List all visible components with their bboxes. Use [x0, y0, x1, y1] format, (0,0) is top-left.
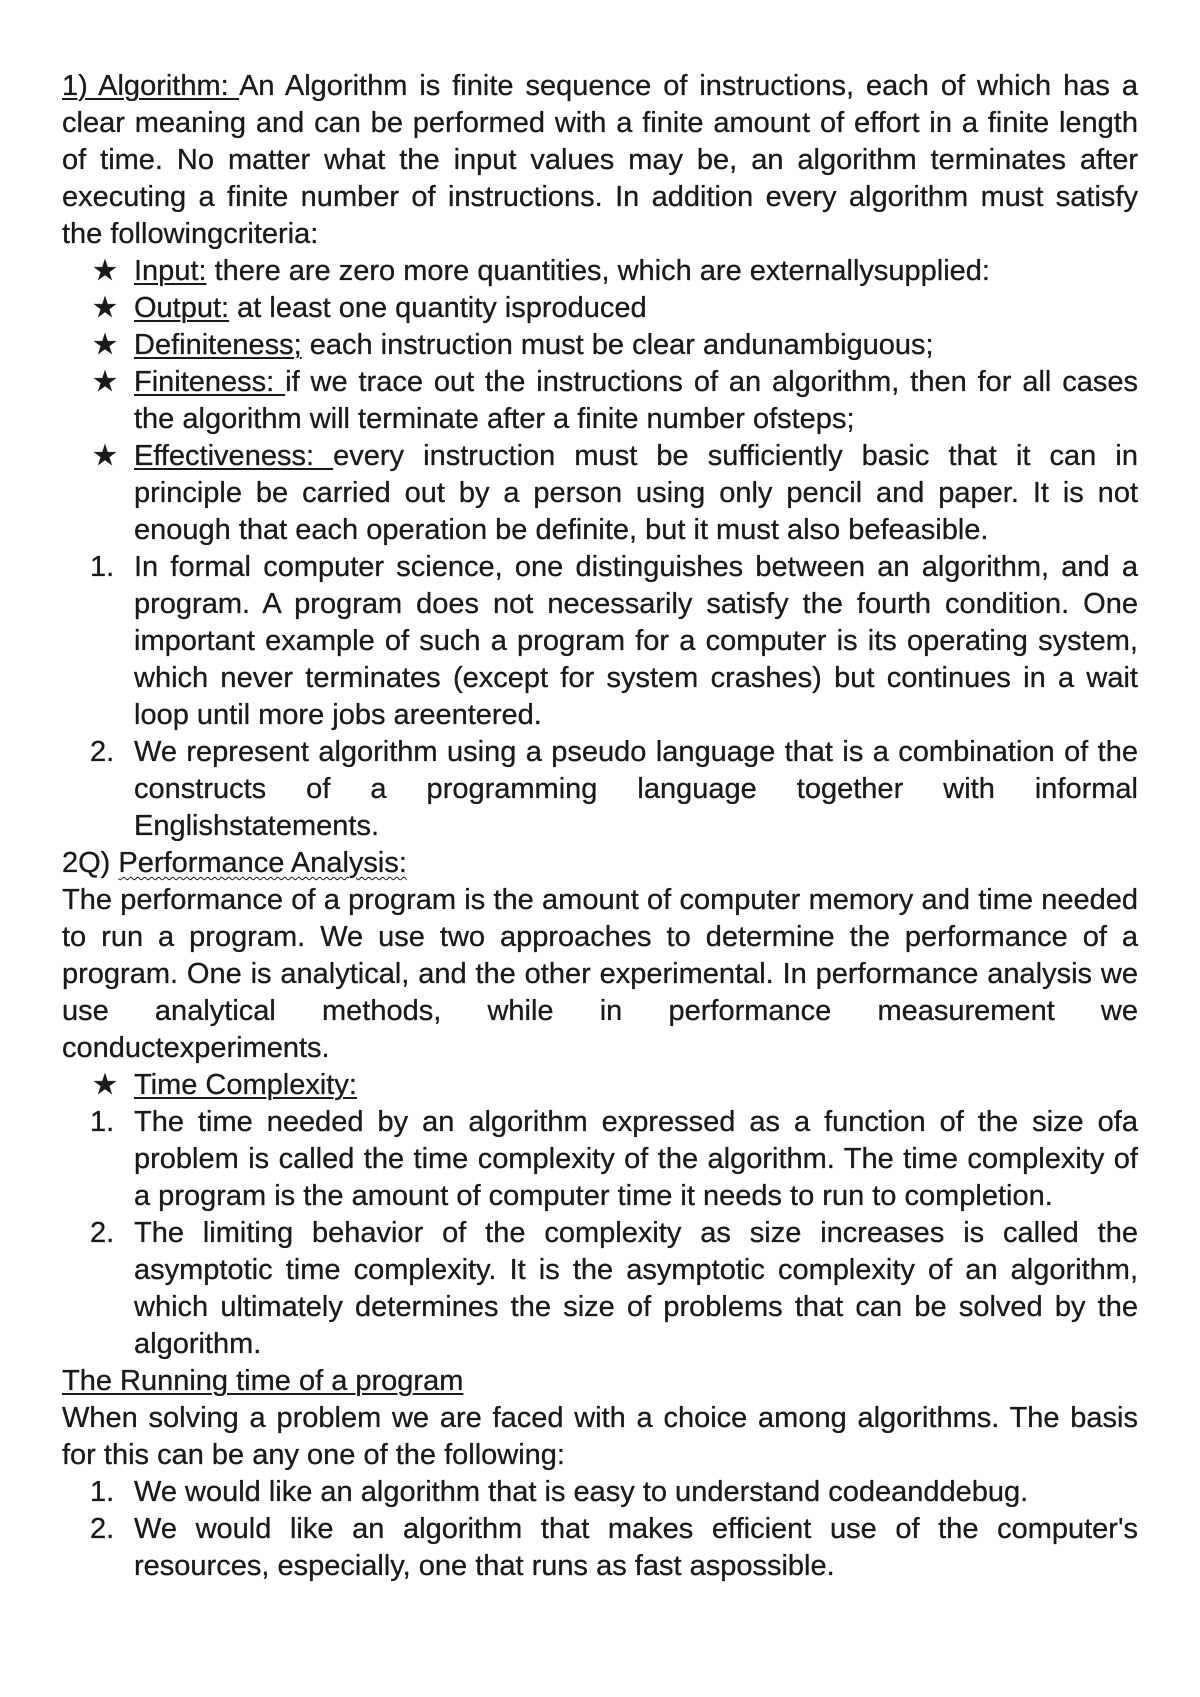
running-time-items [62, 1474, 1138, 1585]
criteria-text: every instruction must be sufficiently basic that it can in principle be carried out by a person using only pencil and paper. It is not enough that each operation be definite, but it must also befeasible. [134, 440, 1138, 546]
time-complexity-heading: Time Complexity: [134, 1069, 357, 1101]
algorithm-intro: An Algorithm is finite sequence of instructions, each of which has a clear meaning and can be performed with a finite amount of effort in a finite length of time. No matter what the input values may be, an algorithm terminates after executing a finite number of instructions. In addition every algorithm must satisfy the followingcriteria: [62, 70, 1138, 250]
performance-intro: The performance of a program is the amount of computer memory and time needed to run a program. We use two approaches to determine the performance of a program. One is analytical, and the other experimental. In performance analysis we use analytical methods, while in performance measurement we conductexperiments. [62, 884, 1138, 1064]
star-bullet-icon: ★ [92, 440, 118, 472]
criteria-text: there are zero more quantities, which are externallysupplied: [206, 255, 990, 287]
time-complexity-items [62, 1104, 1138, 1363]
list-item [62, 1215, 1138, 1363]
criteria-list [62, 253, 1138, 549]
time-complexity-list [62, 1067, 1138, 1104]
performance-prefix: 2Q) [62, 847, 119, 879]
running-time-heading-line [62, 1363, 1138, 1400]
list-number: 2. [90, 736, 115, 768]
criteria-item-finiteness [62, 364, 1138, 438]
list-number: 1. [90, 1476, 115, 1508]
list-item-text: We would like an algorithm that makes efficient use of the computer's resources, especially, one that runs as fast aspossible. [134, 1513, 1138, 1582]
list-item-text: We represent algorithm using a pseudo language that is a combination of the constructs of a programming language together with informal Englishstatements. [134, 736, 1138, 842]
list-number: 2. [90, 1513, 115, 1545]
star-bullet-icon: ★ [92, 292, 118, 324]
list-number: 1. [90, 551, 115, 583]
list-item [62, 1511, 1138, 1585]
list-item [62, 549, 1138, 734]
list-item [62, 1104, 1138, 1215]
list-item-text: In formal computer science, one distinguishes between an algorithm, and a program. A program does not necessarily satisfy the fourth condition. One important example of such a program for a computer is its operating system, which never terminates (except for system crashes) but continues in a wait loop until more jobs areentered. [134, 551, 1138, 731]
running-time-intro: When solving a problem we are faced with a choice among algorithms. The basis for this can be any one of the following: [62, 1402, 1138, 1471]
time-complexity-heading-item [62, 1067, 1138, 1104]
criteria-item-definiteness [62, 327, 1138, 364]
star-bullet-icon: ★ [92, 1069, 118, 1101]
criteria-text: each instruction must be clear andunambiguous; [301, 329, 934, 361]
star-bullet-icon: ★ [92, 366, 118, 398]
performance-heading-line [62, 845, 1138, 882]
criteria-item-output [62, 290, 1138, 327]
criteria-item-input [62, 253, 1138, 290]
list-item [62, 1474, 1138, 1511]
criteria-term: Output: [134, 292, 230, 324]
criteria-term: Finiteness: [134, 366, 286, 398]
list-number: 1. [90, 1106, 115, 1138]
list-item-text: The limiting behavior of the complexity as size increases is called the asymptotic time complexity. It is the asymptotic complexity of an algorithm, which ultimately determines the size of problems that can be solved by the algorithm. [134, 1217, 1138, 1360]
list-item [62, 734, 1138, 845]
criteria-text: at least one quantity isproduced [229, 292, 647, 324]
list-item-text: The time needed by an algorithm expressed as a function of the size ofa problem is called the time complexity of the algorithm. The time complexity of a program is the amount of computer time it needs to run to completion. [134, 1106, 1138, 1212]
algorithm-heading: 1) Algorithm: [62, 70, 240, 102]
star-bullet-icon: ★ [92, 329, 118, 361]
criteria-item-effectiveness [62, 438, 1138, 549]
criteria-term: Definiteness; [134, 329, 302, 361]
criteria-term: Effectiveness: [134, 440, 334, 472]
algorithm-notes-list [62, 549, 1138, 845]
list-number: 2. [90, 1217, 115, 1249]
algorithm-paragraph [62, 68, 1138, 253]
performance-heading: Performance Analysis: [118, 847, 407, 879]
document-page [62, 68, 1138, 1585]
star-bullet-icon: ★ [92, 255, 118, 287]
running-time-heading: The Running time of a program [62, 1365, 464, 1397]
criteria-text: if we trace out the instructions of an algorithm, then for all cases the algorithm will terminate after a finite number ofsteps; [134, 366, 1138, 435]
criteria-term: Input: [134, 255, 207, 287]
list-item-text: We would like an algorithm that is easy to understand codeanddebug. [134, 1476, 1029, 1508]
